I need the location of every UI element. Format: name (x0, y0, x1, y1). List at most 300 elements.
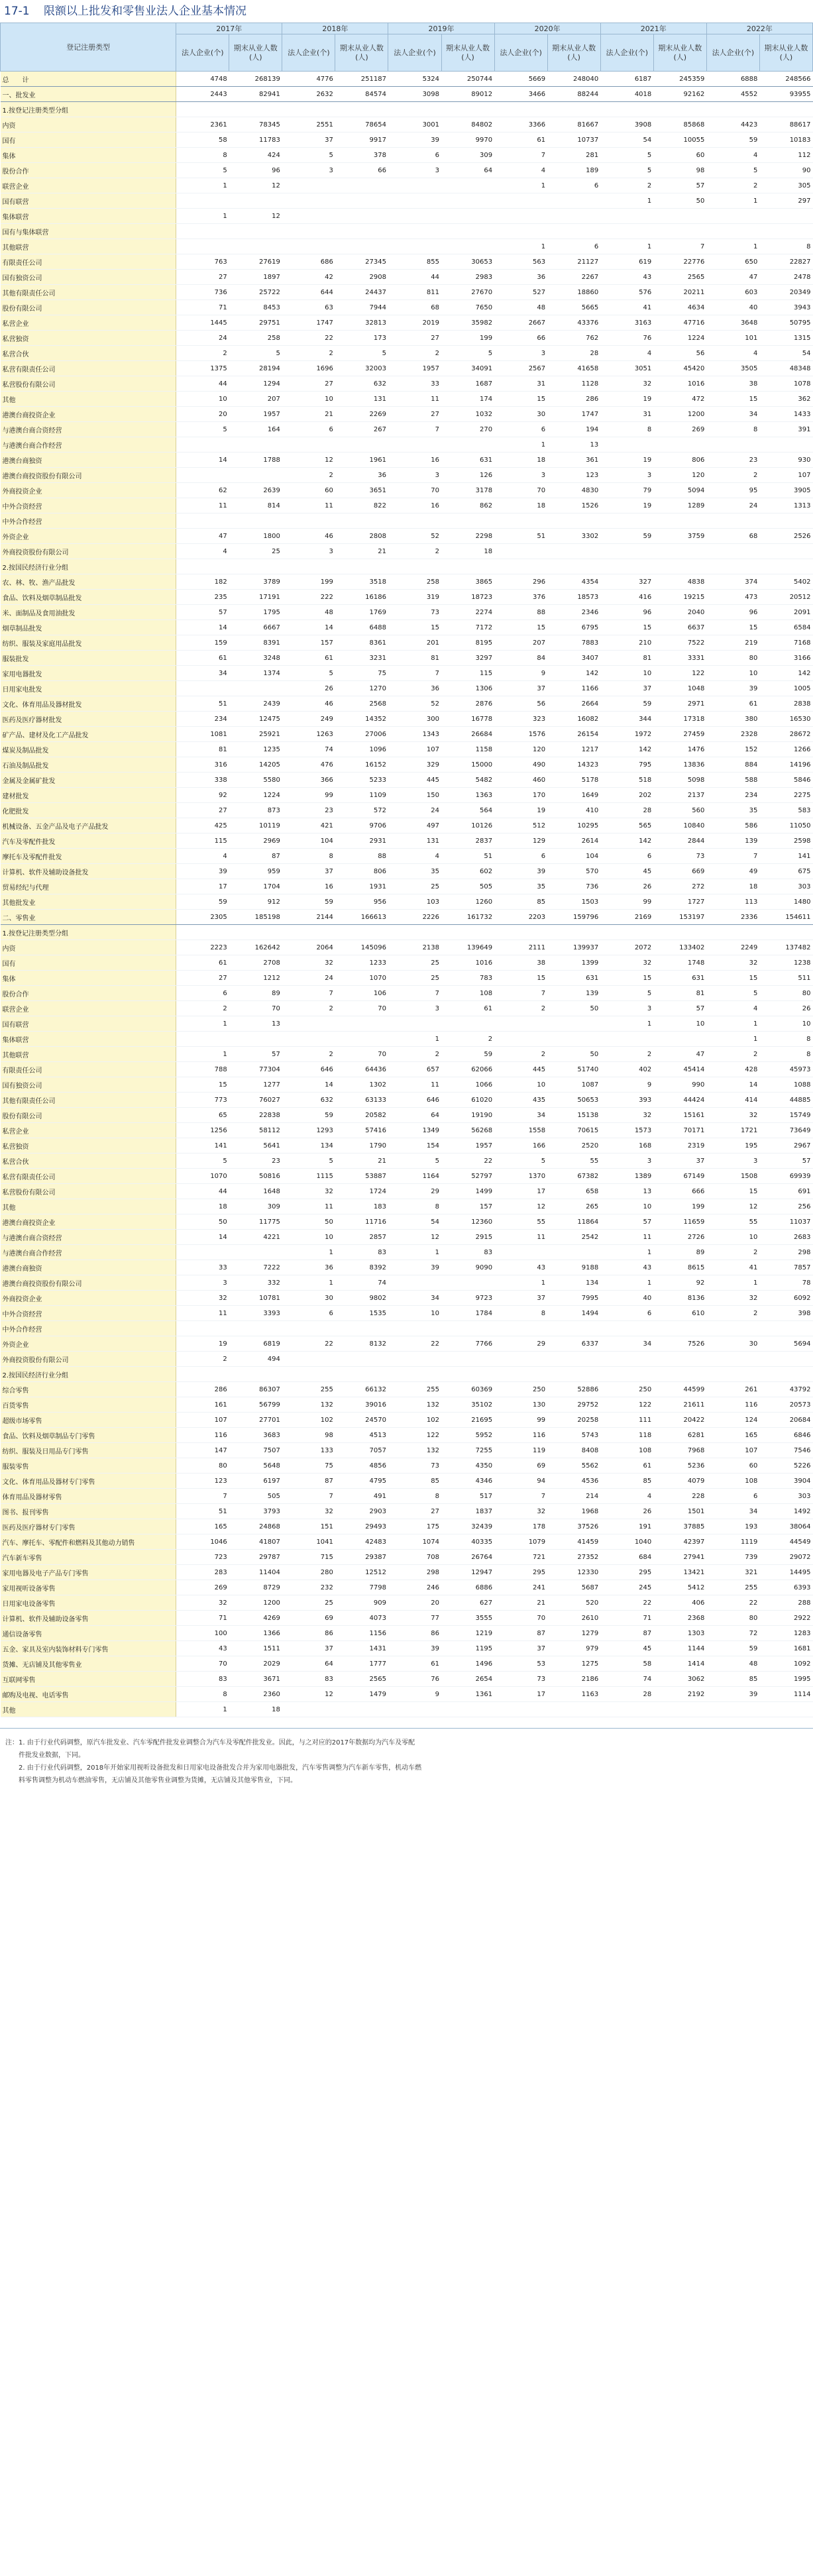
employee-count-cell: 5694 (759, 1336, 812, 1352)
enterprise-count-cell: 3 (176, 1275, 229, 1291)
row-label: 计算机、软件及辅助设备批发 (1, 864, 176, 879)
employee-count-cell: 658 (547, 1184, 600, 1199)
enterprise-count-cell: 19 (176, 1336, 229, 1352)
enterprise-count-cell: 1558 (494, 1123, 547, 1138)
employee-count-cell: 26 (759, 1001, 812, 1016)
enterprise-count-cell: 202 (600, 788, 653, 803)
enterprise-count-cell: 1508 (706, 1169, 759, 1184)
employee-count-cell: 17318 (653, 712, 706, 727)
employee-count-cell: 862 (441, 498, 494, 513)
row-label: 其他 (1, 1702, 176, 1717)
enterprise-count-cell: 99 (600, 894, 653, 910)
enterprise-count-cell (388, 239, 441, 254)
employee-count-cell: 6846 (759, 1428, 812, 1443)
table-row (1, 331, 813, 346)
enterprise-count-cell: 2138 (388, 940, 441, 955)
employee-count-cell (335, 193, 388, 209)
table-row (1, 407, 813, 422)
employee-count-cell: 6 (547, 178, 600, 193)
employee-count-cell: 666 (653, 1184, 706, 1199)
row-label: 外商投资企业 (1, 1291, 176, 1306)
enterprise-count-cell: 70 (494, 483, 547, 498)
employee-count-cell (547, 1321, 600, 1336)
employee-count-cell: 1687 (441, 376, 494, 392)
row-label: 食品、饮料及烟草制品专门零售 (1, 1428, 176, 1443)
enterprise-count-cell: 26 (600, 879, 653, 894)
enterprise-count-cell: 4 (706, 346, 759, 361)
table-row (1, 1336, 813, 1352)
enterprise-count-cell: 657 (388, 1062, 441, 1077)
enterprise-count-cell: 159 (176, 635, 229, 651)
enterprise-count-cell: 76 (600, 331, 653, 346)
enterprise-count-cell: 5 (600, 148, 653, 163)
employee-count-cell: 57 (653, 178, 706, 193)
enterprise-count-cell: 1293 (282, 1123, 335, 1138)
employee-count-cell: 631 (441, 453, 494, 468)
employee-count-cell (759, 224, 812, 239)
employee-count-cell: 669 (653, 864, 706, 879)
employee-count-cell: 1800 (229, 529, 282, 544)
row-label: 与港澳台商合作经营 (1, 437, 176, 453)
employee-count-cell: 56 (653, 346, 706, 361)
employee-count-cell (759, 1352, 812, 1367)
employee-count-cell: 2971 (653, 696, 706, 712)
employee-count-cell (653, 513, 706, 529)
enterprise-count-cell: 1370 (494, 1169, 547, 1184)
enterprise-count-cell: 47 (176, 529, 229, 544)
table-row (1, 1032, 813, 1047)
employee-count-cell: 2526 (759, 529, 812, 544)
employee-count-cell (229, 468, 282, 483)
table-row (1, 1001, 813, 1016)
employee-count-cell: 5482 (441, 773, 494, 788)
employee-count-cell: 5648 (229, 1458, 282, 1474)
enterprise-count-cell: 46 (282, 529, 335, 544)
employee-count-cell: 1704 (229, 879, 282, 894)
employee-count-cell: 57416 (335, 1123, 388, 1138)
enterprise-count-cell: 142 (600, 742, 653, 757)
year-header: 2017年 (176, 23, 282, 34)
enterprise-count-cell: 34 (388, 1291, 441, 1306)
employee-count-cell: 7172 (441, 620, 494, 635)
table-row (1, 254, 813, 270)
enterprise-count-cell: 15 (494, 971, 547, 986)
employee-count-cell: 41658 (547, 361, 600, 376)
employee-count-cell: 3297 (441, 651, 494, 666)
employee-count-cell (441, 193, 494, 209)
enterprise-count-cell: 15 (494, 620, 547, 635)
enterprise-count-cell (176, 193, 229, 209)
employee-count-cell: 1748 (653, 955, 706, 971)
table-row (1, 651, 813, 666)
employee-count-cell: 18573 (547, 590, 600, 605)
enterprise-count-cell: 421 (282, 818, 335, 833)
employee-count-cell: 270 (441, 422, 494, 437)
employee-count-cell: 583 (759, 803, 812, 818)
employee-count-cell: 520 (547, 1595, 600, 1611)
employee-count-cell: 1306 (441, 681, 494, 696)
enterprise-count-cell: 73 (494, 1672, 547, 1687)
enterprise-count-cell: 133 (282, 1443, 335, 1458)
employee-count-cell: 27670 (441, 285, 494, 300)
enterprise-count-cell: 2443 (176, 87, 229, 102)
enterprise-count-cell: 5 (176, 163, 229, 178)
enterprise-count-cell: 1119 (706, 1534, 759, 1550)
table-row (1, 513, 813, 529)
enterprise-count-cell: 132 (282, 1397, 335, 1413)
employee-count-cell: 2726 (653, 1230, 706, 1245)
employee-count-cell: 3943 (759, 300, 812, 315)
row-label: 外资企业 (1, 1336, 176, 1352)
enterprise-count-cell: 1081 (176, 727, 229, 742)
enterprise-count-cell: 40 (706, 300, 759, 315)
enterprise-count-cell (282, 1352, 335, 1367)
enterprise-count-cell: 3 (388, 468, 441, 483)
enterprise-count-cell: 10 (388, 1306, 441, 1321)
enterprise-count-cell: 59 (282, 894, 335, 910)
table-row (1, 1199, 813, 1214)
enterprise-count-cell: 15 (600, 620, 653, 635)
employee-count-cell: 32003 (335, 361, 388, 376)
employee-count-cell: 14495 (759, 1565, 812, 1580)
employee-count-cell: 92162 (653, 87, 706, 102)
enterprise-count-cell: 11 (494, 1230, 547, 1245)
employee-count-cell: 90 (759, 163, 812, 178)
employee-count-cell: 959 (229, 864, 282, 879)
row-label: 机械设备、五金产品及电子产品批发 (1, 818, 176, 833)
enterprise-count-cell: 1573 (600, 1123, 653, 1138)
employee-count-cell: 783 (441, 971, 494, 986)
enterprise-count-cell: 62 (176, 483, 229, 498)
enterprise-count-cell: 686 (282, 254, 335, 270)
row-label: 国有独资公司 (1, 270, 176, 285)
enterprise-count-cell: 107 (388, 742, 441, 757)
employee-count-cell: 78345 (229, 117, 282, 133)
enterprise-count-cell: 30 (282, 1291, 335, 1306)
enterprise-count-cell (388, 224, 441, 239)
employee-count-cell: 89 (653, 1245, 706, 1260)
employee-count-cell: 1961 (335, 453, 388, 468)
enterprise-count-cell (706, 209, 759, 224)
enterprise-count-cell: 2567 (494, 361, 547, 376)
enterprise-count-cell: 811 (388, 285, 441, 300)
enterprise-count-cell: 68 (388, 300, 441, 315)
enterprise-count-cell: 588 (706, 773, 759, 788)
footnote-line: 2. 由于行业代码调整，2018年开始家用视听设备批发和日用家电设备批发合并为家用电器批发，汽车零售调整为汽车新车零售，机动车燃 (5, 1764, 422, 1772)
enterprise-count-cell: 323 (494, 712, 547, 727)
employee-count-cell: 6092 (759, 1291, 812, 1306)
enterprise-count-header: 法人企业(个) (176, 34, 229, 72)
enterprise-count-cell (282, 1016, 335, 1032)
enterprise-count-cell (706, 437, 759, 453)
row-label: 日用家电批发 (1, 681, 176, 696)
table-row (1, 635, 813, 651)
table-row (1, 1641, 813, 1656)
footnote-line: 注：1. 由于行业代码调整，原汽车批发业、汽车零配件批发业调整合为汽车及零配件批发业。因此，与之对应的2017年数据均为汽车及零配 (5, 1739, 415, 1746)
enterprise-count-cell (600, 102, 653, 117)
employee-count-cell: 20582 (335, 1108, 388, 1123)
enterprise-count-cell (706, 224, 759, 239)
enterprise-count-cell: 85 (494, 894, 547, 910)
enterprise-count-cell (282, 193, 335, 209)
enterprise-count-cell: 27 (388, 407, 441, 422)
employee-count-cell (759, 1367, 812, 1382)
employee-count-cell: 47 (653, 1047, 706, 1062)
employee-count-cell: 6667 (229, 620, 282, 635)
enterprise-count-cell: 166 (494, 1138, 547, 1154)
enterprise-count-cell: 1389 (600, 1169, 653, 1184)
enterprise-count-cell: 222 (282, 590, 335, 605)
enterprise-count-cell: 2 (706, 468, 759, 483)
enterprise-count-cell (388, 513, 441, 529)
enterprise-count-cell: 80 (706, 1611, 759, 1626)
employee-count-cell: 1361 (441, 1687, 494, 1702)
employee-count-cell: 7883 (547, 635, 600, 651)
enterprise-count-cell: 295 (494, 1565, 547, 1580)
employee-count-cell: 7507 (229, 1443, 282, 1458)
enterprise-count-cell: 32 (600, 955, 653, 971)
enterprise-count-cell: 119 (494, 1443, 547, 1458)
enterprise-count-cell: 1 (706, 239, 759, 254)
row-label: 其他联营 (1, 239, 176, 254)
employee-count-cell (441, 1352, 494, 1367)
enterprise-count-cell: 87 (600, 1626, 653, 1641)
employee-count-cell: 814 (229, 498, 282, 513)
employee-count-cell: 5098 (653, 773, 706, 788)
employee-count-cell: 9723 (441, 1291, 494, 1306)
enterprise-count-cell: 88 (494, 605, 547, 620)
employee-count-cell: 70 (335, 1001, 388, 1016)
enterprise-count-cell (282, 239, 335, 254)
employee-count-cell: 1289 (653, 498, 706, 513)
employee-count-cell: 7944 (335, 300, 388, 315)
employee-count-cell: 69939 (759, 1169, 812, 1184)
enterprise-count-cell: 19 (600, 498, 653, 513)
row-label: 邮购及电视、电话零售 (1, 1687, 176, 1702)
employee-count-cell (547, 193, 600, 209)
enterprise-count-cell: 36 (494, 270, 547, 285)
row-label: 外商投资股份有限公司 (1, 544, 176, 559)
employee-count-cell: 2478 (759, 270, 812, 285)
enterprise-count-cell: 17 (494, 1687, 547, 1702)
employee-count-cell: 3407 (547, 651, 600, 666)
enterprise-count-cell: 6 (282, 1306, 335, 1321)
employee-count-cell: 11783 (229, 133, 282, 148)
enterprise-count-cell: 23 (706, 453, 759, 468)
enterprise-count-cell: 40 (600, 1291, 653, 1306)
enterprise-count-cell: 1 (494, 239, 547, 254)
employee-count-cell: 27006 (335, 727, 388, 742)
table-row (1, 1352, 813, 1367)
employee-count-cell: 5641 (229, 1138, 282, 1154)
enterprise-count-cell: 51 (176, 1504, 229, 1519)
enterprise-count-cell: 1696 (282, 361, 335, 376)
enterprise-count-cell: 603 (706, 285, 759, 300)
employee-count-cell: 60 (653, 148, 706, 163)
employee-count-cell: 398 (759, 1306, 812, 1321)
enterprise-count-cell: 107 (176, 1413, 229, 1428)
employee-count-cell: 424 (229, 148, 282, 163)
table-row (1, 1672, 813, 1687)
row-label: 烟草制品批发 (1, 620, 176, 635)
employee-count-cell: 631 (547, 971, 600, 986)
enterprise-count-cell (176, 681, 229, 696)
enterprise-count-cell: 321 (706, 1565, 759, 1580)
employee-count-cell: 13836 (653, 757, 706, 773)
enterprise-count-cell (600, 1321, 653, 1336)
employee-count-cell (759, 437, 812, 453)
enterprise-count-cell: 8 (282, 849, 335, 864)
employee-count-cell: 16778 (441, 712, 494, 727)
row-label: 服装零售 (1, 1458, 176, 1474)
row-label: 私营有限责任公司 (1, 1169, 176, 1184)
enterprise-count-cell: 15 (600, 971, 653, 986)
enterprise-count-cell: 80 (706, 651, 759, 666)
row-label: 纺织、服装及家庭用品批发 (1, 635, 176, 651)
enterprise-count-cell: 59 (706, 133, 759, 148)
enterprise-count-cell: 48 (494, 300, 547, 315)
enterprise-count-cell: 258 (388, 574, 441, 590)
enterprise-count-cell (282, 1032, 335, 1047)
employee-count-cell: 8453 (229, 300, 282, 315)
table-header (1, 23, 813, 72)
employee-count-cell: 675 (759, 864, 812, 879)
enterprise-count-cell: 280 (282, 1565, 335, 1580)
enterprise-count-cell: 81 (388, 651, 441, 666)
enterprise-count-cell: 4 (494, 163, 547, 178)
employee-count-cell: 2542 (547, 1230, 600, 1245)
employee-count-cell: 207 (229, 392, 282, 407)
employee-count-cell: 27941 (653, 1550, 706, 1565)
enterprise-count-cell: 32 (282, 955, 335, 971)
row-label: 其他有限责任公司 (1, 1093, 176, 1108)
row-label: 金属及金属矿批发 (1, 773, 176, 788)
employee-count-cell: 53887 (335, 1169, 388, 1184)
employee-count-cell: 1016 (441, 955, 494, 971)
employee-count-cell: 24570 (335, 1413, 388, 1428)
table-row (1, 925, 813, 940)
employee-count-cell: 4536 (547, 1474, 600, 1489)
employee-count-cell: 139649 (441, 940, 494, 955)
employee-count-cell: 8132 (335, 1336, 388, 1352)
employee-count-cell: 873 (229, 803, 282, 818)
employee-count-cell: 3904 (759, 1474, 812, 1489)
employee-count-cell: 85868 (653, 117, 706, 133)
employee-count-cell: 66132 (335, 1382, 388, 1397)
enterprise-count-cell: 14 (282, 1077, 335, 1093)
employee-count-cell: 20684 (759, 1413, 812, 1428)
employee-count-cell: 21611 (653, 1397, 706, 1413)
enterprise-count-cell: 246 (388, 1580, 441, 1595)
row-label: 医药及医疗器材专门零售 (1, 1519, 176, 1534)
employee-count-cell: 12947 (441, 1565, 494, 1580)
employee-count-cell: 83 (335, 1245, 388, 1260)
table-row (1, 1580, 813, 1595)
enterprise-count-cell: 16 (388, 498, 441, 513)
employee-count-cell (441, 224, 494, 239)
table-row (1, 300, 813, 315)
enterprise-count-cell: 11 (282, 1199, 335, 1214)
employee-count-cell: 16152 (335, 757, 388, 773)
enterprise-count-cell (176, 925, 229, 940)
enterprise-count-cell: 2 (388, 1047, 441, 1062)
enterprise-count-cell: 64 (388, 1108, 441, 1123)
enterprise-count-cell: 8 (600, 422, 653, 437)
employee-count-cell (441, 1321, 494, 1336)
employee-count-cell: 13 (547, 437, 600, 453)
row-label: 一、批发业 (1, 87, 176, 102)
enterprise-count-cell (494, 925, 547, 940)
enterprise-count-cell: 16 (282, 879, 335, 894)
enterprise-count-cell: 71 (600, 1611, 653, 1626)
enterprise-count-cell: 34 (176, 666, 229, 681)
enterprise-count-cell: 36 (282, 1260, 335, 1275)
enterprise-count-cell (282, 102, 335, 117)
row-label: 服装批发 (1, 651, 176, 666)
enterprise-count-cell: 31 (600, 407, 653, 422)
employee-count-cell: 1277 (229, 1077, 282, 1093)
enterprise-count-cell (706, 513, 759, 529)
enterprise-count-cell: 2 (176, 1352, 229, 1367)
employee-count-cell: 12475 (229, 712, 282, 727)
row-label: 集体联营 (1, 209, 176, 224)
enterprise-count-cell: 32 (706, 955, 759, 971)
employee-count-cell (441, 1016, 494, 1032)
enterprise-count-cell: 87 (282, 1474, 335, 1489)
enterprise-count-cell: 182 (176, 574, 229, 590)
enterprise-count-cell: 76 (388, 1672, 441, 1687)
employee-count-cell (441, 1367, 494, 1382)
employee-count-cell: 2639 (229, 483, 282, 498)
enterprise-count-cell: 55 (706, 1214, 759, 1230)
enterprise-count-cell: 1 (600, 193, 653, 209)
enterprise-count-cell: 2 (282, 346, 335, 361)
enterprise-count-cell: 684 (600, 1550, 653, 1565)
enterprise-count-cell: 1115 (282, 1169, 335, 1184)
employee-count-cell: 4073 (335, 1611, 388, 1626)
table-row (1, 788, 813, 803)
employee-count-cell: 60369 (441, 1382, 494, 1397)
employee-count-cell: 164 (229, 422, 282, 437)
employee-count-cell: 22776 (653, 254, 706, 270)
enterprise-count-header: 法人企业(个) (282, 34, 335, 72)
row-label: 化肥批发 (1, 803, 176, 818)
row-label: 1.按登记注册类型分组 (1, 102, 176, 117)
employee-count-cell: 7968 (653, 1443, 706, 1458)
employee-count-cell: 29387 (335, 1550, 388, 1565)
enterprise-count-cell (494, 1321, 547, 1336)
enterprise-count-cell: 65 (176, 1108, 229, 1123)
enterprise-count-cell: 763 (176, 254, 229, 270)
employee-count-cell: 570 (547, 864, 600, 879)
table-row (1, 1169, 813, 1184)
enterprise-count-cell: 124 (706, 1413, 759, 1428)
employee-count-cell (653, 224, 706, 239)
table-row (1, 346, 813, 361)
employee-count-cell: 5094 (653, 483, 706, 498)
table-row (1, 117, 813, 133)
employee-count-cell: 303 (759, 1489, 812, 1504)
enterprise-count-cell: 75 (282, 1458, 335, 1474)
employee-count-cell: 27345 (335, 254, 388, 270)
employee-count-cell: 1494 (547, 1306, 600, 1321)
employee-count-cell: 38064 (759, 1519, 812, 1534)
enterprise-count-cell: 6 (282, 422, 335, 437)
enterprise-count-cell: 150 (388, 788, 441, 803)
enterprise-count-cell: 64 (282, 1656, 335, 1672)
employee-count-cell: 3248 (229, 651, 282, 666)
employee-count-cell: 5665 (547, 300, 600, 315)
